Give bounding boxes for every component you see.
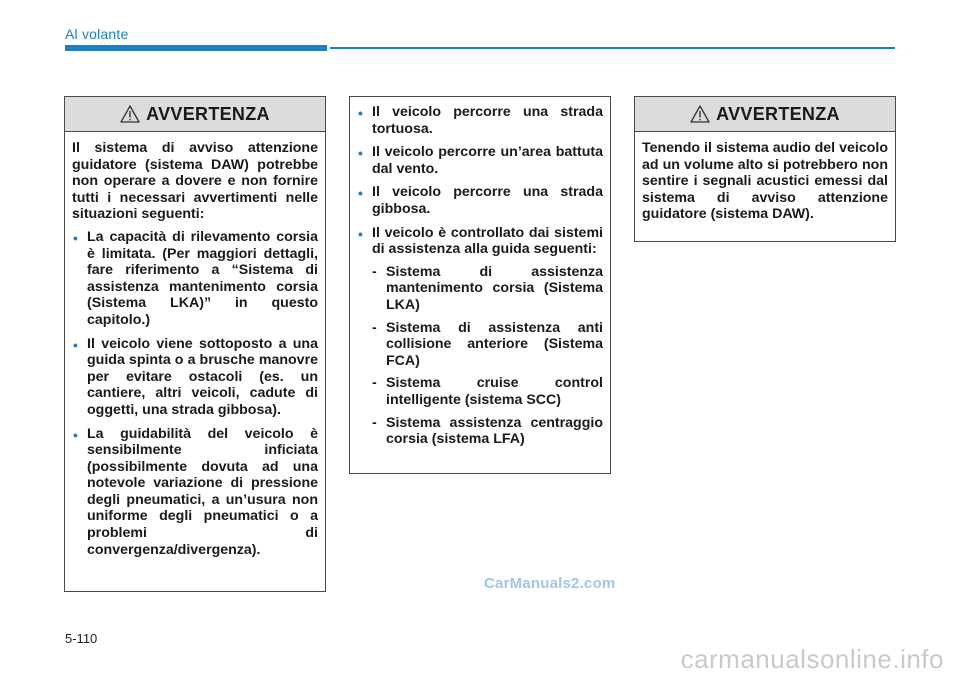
bullet-dot: • xyxy=(358,105,363,121)
sub-list-item-text: Sistema assistenza centraggio corsia (sistema LFA) xyxy=(386,414,603,448)
warning-text: Tenendo il sistema audio del veicolo ad un volume alto si potrebbero non sentire i segnali acustici emessi dal sistema di avviso attenzione guidatore (sistema DAW). xyxy=(642,140,888,223)
warning-box-continued-body xyxy=(350,97,610,461)
bullet-dot: • xyxy=(358,185,363,202)
sub-list-item xyxy=(372,264,603,314)
list-item xyxy=(72,336,318,419)
warning-box-right-body xyxy=(635,132,895,235)
warning-triangle-icon xyxy=(690,105,710,123)
watermark-text: CarManuals2.com xyxy=(484,575,616,592)
list-item-text: La capacità di rilevamento corsia è limitata. (Per maggiori dettagli, fare riferimento a “Sistema di assistenza mantenimento corsia (Sistema LKA)” in questo capitolo.) xyxy=(87,228,318,328)
list-item xyxy=(357,225,603,448)
warning-box-left-body xyxy=(65,132,325,571)
list-item-text: Il veicolo è controllato dai sistemi di assistenza alla guida seguenti: xyxy=(372,224,603,258)
list-item-text: Il veicolo percorre una strada gibbosa. xyxy=(372,184,603,217)
condition-bullet-list xyxy=(357,104,603,448)
list-item-text: Il veicolo percorre un’area battuta dal vento. xyxy=(372,144,603,177)
dash-mark: - xyxy=(372,263,377,280)
list-item xyxy=(357,144,603,177)
sub-list-item xyxy=(372,320,603,370)
bullet-dot: • xyxy=(358,225,363,242)
footer-site-mark: carmanualsonline.info xyxy=(680,644,944,674)
dash-mark: - xyxy=(372,414,377,431)
header-rule-thin xyxy=(330,47,895,49)
list-item xyxy=(357,104,603,137)
list-item xyxy=(357,184,603,217)
sub-list-item xyxy=(372,375,603,408)
warning-bullet-list xyxy=(72,229,318,558)
list-item xyxy=(72,426,318,559)
sub-list-item-text: Sistema di assistenza anti collisione anteriore (Sistema FCA) xyxy=(386,319,603,369)
assist-system-list xyxy=(372,264,603,448)
dash-mark: - xyxy=(372,319,377,336)
sub-list-item-text: Sistema di assistenza mantenimento corsia (Sistema LKA) xyxy=(386,263,603,313)
header-rule-thick xyxy=(65,45,327,51)
list-item xyxy=(72,229,318,329)
sub-list-item xyxy=(372,415,603,448)
bullet-dot: • xyxy=(73,336,78,353)
warning-box-right xyxy=(634,96,896,242)
warning-box-left-header xyxy=(65,97,325,132)
sub-list-item-text: Sistema cruise control intelligente (sistema SCC) xyxy=(386,375,603,408)
list-item-text: Il veicolo percorre una strada tortuosa. xyxy=(372,104,603,137)
dash-mark: - xyxy=(372,375,377,392)
list-item-text: La guidabilità del veicolo è sensibilmente inficiata (possibilmente dovuta ad una notevole variazione di pressione degli pneumatici, a un’usura non uniforme degli pneumatici o a problemi di convergenza/divergenza). xyxy=(87,425,318,558)
bullet-dot: • xyxy=(73,229,78,246)
warning-box-continued xyxy=(349,96,611,474)
bullet-dot: • xyxy=(358,145,363,162)
page-number: 5-110 xyxy=(65,631,98,646)
bullet-dot: • xyxy=(73,426,78,443)
warning-box-right-header xyxy=(635,97,895,132)
warning-heading: AVVERTENZA xyxy=(716,103,840,124)
warning-intro-text: Il sistema di avviso attenzione guidatore (sistema DAW) potrebbe non operare a dovere e non fornire tutti i necessari avvertimenti nelle situazioni seguenti: xyxy=(72,140,318,223)
section-title: Al volante xyxy=(65,26,129,42)
list-item-text: Il veicolo viene sottoposto a una guida spinta o a brusche manovre per evitare ostacoli (es. un cantiere, altri veicoli, cadute di oggetti, una strada gibbosa). xyxy=(87,335,318,418)
warning-triangle-icon xyxy=(120,105,140,123)
warning-heading: AVVERTENZA xyxy=(146,103,270,124)
warning-box-left xyxy=(64,96,326,592)
